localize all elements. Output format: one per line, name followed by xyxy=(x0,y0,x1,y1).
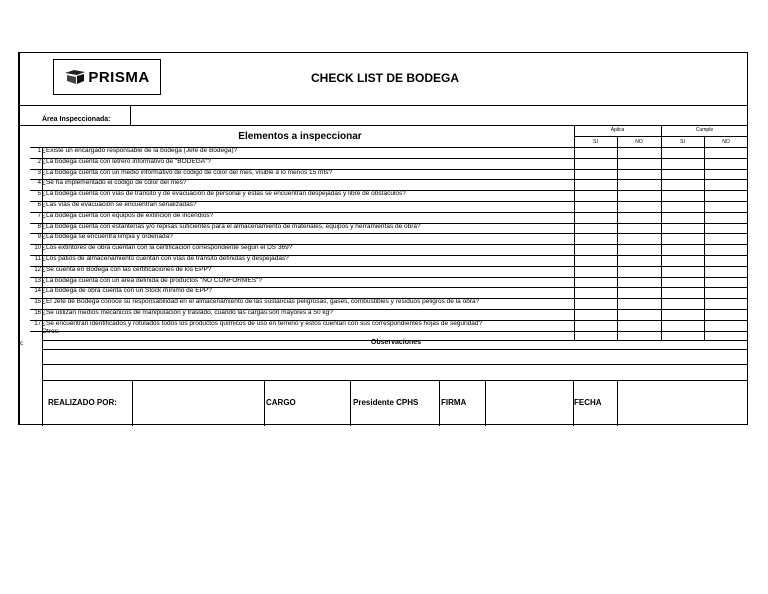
row-number: 2 xyxy=(37,158,41,165)
cumple-si-cell[interactable] xyxy=(662,244,704,255)
checklist-row xyxy=(20,190,748,201)
aplica-no-cell[interactable] xyxy=(618,309,661,320)
cumple-no-cell[interactable] xyxy=(705,255,748,266)
aplica-no-cell[interactable] xyxy=(618,266,661,277)
aplica-si-cell[interactable] xyxy=(575,201,617,212)
row-question: ¿Existe un encargado responsable de la bodega (Jefe de Bodega)? xyxy=(42,147,238,154)
checklist-row xyxy=(20,147,748,158)
row-question: ¿La bodega cuenta con un área definida de productos "NO CONFORMES"? xyxy=(42,276,262,284)
aplica-si-cell[interactable] xyxy=(575,266,617,277)
aplica-header: Aplica xyxy=(610,127,625,133)
aplica-no-cell[interactable] xyxy=(618,277,661,288)
row-number: 1 xyxy=(37,148,41,154)
cumple-si-cell[interactable] xyxy=(662,233,704,244)
aplica-si-cell[interactable] xyxy=(575,244,617,255)
checklist-row xyxy=(20,266,748,277)
row-number: 11 xyxy=(34,256,41,262)
cumple-si-cell[interactable] xyxy=(662,201,704,212)
checklist-row xyxy=(20,212,748,223)
cumple-si-cell[interactable] xyxy=(662,287,704,298)
cumple-si-cell[interactable] xyxy=(662,147,704,158)
cumple-si-header: SI xyxy=(680,139,685,145)
cumple-si-cell[interactable] xyxy=(662,179,704,190)
aplica-si-cell[interactable] xyxy=(575,212,617,223)
aplica-si-cell[interactable] xyxy=(575,320,617,331)
cumple-no-cell[interactable] xyxy=(705,147,748,158)
checklist-row xyxy=(20,233,748,244)
row-number: 17 xyxy=(34,320,41,327)
checklist-row xyxy=(20,179,748,190)
cumple-si-cell[interactable] xyxy=(662,212,704,223)
cumple-no-cell[interactable] xyxy=(705,201,748,212)
row-question: ¿Se utilizan medios mecánicos de manipulación y traslado, cuando las cargas son mayores a 50 kg? xyxy=(42,309,333,316)
row-question: ¿La bodega se encuentra limpia y ordenada? xyxy=(42,233,173,241)
row-number: 12 xyxy=(34,266,41,273)
cumple-si-cell[interactable] xyxy=(662,190,704,201)
row-number: 5 xyxy=(37,191,41,198)
aplica-si-header: SI xyxy=(593,139,598,145)
cumple-si-cell[interactable] xyxy=(662,158,704,169)
aplica-no-cell[interactable] xyxy=(618,147,661,158)
row-question: ¿Se ha implementado el código de color del mes? xyxy=(42,179,187,187)
aplica-si-cell[interactable] xyxy=(575,298,617,309)
logo-text: PRISMA xyxy=(88,68,150,86)
aplica-si-cell[interactable] xyxy=(575,190,617,201)
aplica-si-cell[interactable] xyxy=(575,158,617,169)
row-number: 13 xyxy=(34,277,41,284)
cumple-si-cell[interactable] xyxy=(662,266,704,277)
cumple-header: Cumple xyxy=(695,127,714,133)
aplica-si-cell[interactable] xyxy=(575,277,617,288)
aplica-no-cell[interactable] xyxy=(618,169,661,180)
cumple-no-cell[interactable] xyxy=(705,158,748,169)
aplica-no-cell[interactable] xyxy=(618,223,661,234)
aplica-no-cell[interactable] xyxy=(618,212,661,223)
aplica-no-cell[interactable] xyxy=(618,320,661,331)
elements-header: Elementos a inspeccionar xyxy=(238,131,362,142)
checklist-row xyxy=(20,158,748,169)
row-question: ¿Las vías de evacuación se encuentran señalizadas? xyxy=(42,201,197,208)
checklist-row xyxy=(20,309,748,320)
cumple-no-cell[interactable] xyxy=(705,287,748,298)
cumple-no-cell[interactable] xyxy=(705,244,748,255)
cumple-si-cell[interactable] xyxy=(662,320,704,331)
observaciones-label: Observaciones xyxy=(370,339,422,346)
aplica-no-cell[interactable] xyxy=(618,298,661,309)
prisma-logo-icon xyxy=(64,69,86,85)
row-number: 14 xyxy=(34,288,41,295)
row-number: 8 xyxy=(37,223,41,230)
aplica-si-cell[interactable] xyxy=(575,169,617,180)
row-question: ¿La bodega cuenta con un medio informativo de código de color del mes, visible a lo menos 15 mts? xyxy=(42,168,333,176)
cumple-no-cell[interactable] xyxy=(705,223,748,234)
realizado-por-label: REALIZADO POR: xyxy=(48,398,117,407)
row-number: 7 xyxy=(37,212,41,219)
checklist-row xyxy=(20,255,748,266)
row-question: ¿Los extintores de obra cuentan con la certificación correspondiente según el DS 369? xyxy=(42,244,293,252)
row-question: ¿Se cuenta en Bodega con las certificaciones de los EPP? xyxy=(42,265,212,273)
cargo-label: CARGO xyxy=(266,398,296,407)
row-question: ¿Se encuentran identificados y rotulados todos los productos químicos de uso en terreno y estos cuentan con sus correspondientes hojas de seguridad? xyxy=(42,319,483,327)
cumple-no-cell[interactable] xyxy=(705,320,748,331)
aplica-no-header: NO xyxy=(635,139,643,145)
checklist-row xyxy=(20,223,748,234)
cumple-no-header: NO xyxy=(722,139,730,145)
cumple-no-cell[interactable] xyxy=(705,212,748,223)
row-question: ¿La bodega cuenta con vías de tránsito y de evacuación de personal y estas se encuentran despejadas y libre de obstáculos? xyxy=(42,190,406,198)
row-question: ¿La bodega cuenta con letrero informativo de "BODEGA"? xyxy=(42,157,212,165)
row-number: 4 xyxy=(37,180,41,187)
row-number: 16 xyxy=(34,310,41,316)
checklist-row xyxy=(20,169,748,180)
row-question: ¿El Jefe de Bodega conoce su responsabilidad en el almacenamiento de las sustancias peligrosas, gases, combustibles y residuos peligros de la obra? xyxy=(42,298,480,306)
row-number: 10 xyxy=(34,245,41,252)
aplica-no-cell[interactable] xyxy=(618,287,661,298)
checklist-sheet xyxy=(18,52,748,425)
aplica-si-cell[interactable] xyxy=(575,223,617,234)
cumple-no-cell[interactable] xyxy=(705,309,748,320)
cumple-no-cell[interactable] xyxy=(705,179,748,190)
row-number: 9 xyxy=(37,234,41,241)
area-inspeccionada-label: Área Inspeccionada: xyxy=(42,116,111,123)
cumple-no-cell[interactable] xyxy=(705,169,748,180)
checklist-row xyxy=(20,201,748,212)
cumple-no-cell[interactable] xyxy=(705,277,748,288)
aplica-no-cell[interactable] xyxy=(618,233,661,244)
otros-label: Otros: xyxy=(42,328,60,335)
cumple-si-cell[interactable] xyxy=(662,298,704,309)
aplica-si-cell[interactable] xyxy=(575,147,617,158)
fecha-label: FECHA xyxy=(574,398,602,407)
aplica-si-cell[interactable] xyxy=(575,255,617,266)
checklist-row xyxy=(20,287,748,298)
aplica-si-cell[interactable] xyxy=(575,309,617,320)
row-number: 15 xyxy=(34,299,41,306)
checklist-row xyxy=(20,298,748,309)
row-question: ¿La bodega cuenta con estanterías y/o repisas suficientes para el almacenamiento de materiales, equipos y herramientas de obra? xyxy=(42,222,421,230)
cumple-si-cell[interactable] xyxy=(662,255,704,266)
cumple-si-cell[interactable] xyxy=(662,223,704,234)
row-number: 6 xyxy=(37,202,41,208)
checklist-row xyxy=(20,320,748,331)
aplica-no-cell[interactable] xyxy=(618,244,661,255)
row-number: 3 xyxy=(37,169,41,176)
cumple-no-cell[interactable] xyxy=(705,298,748,309)
presidente-cphs-label: Presidente CPHS xyxy=(353,398,419,407)
cumple-no-cell[interactable] xyxy=(705,266,748,277)
page-title: CHECK LIST DE BODEGA xyxy=(310,71,459,85)
row-question: ¿La bodega de obra cuenta con un Stock mínimo de EPP? xyxy=(42,287,212,295)
aplica-si-cell[interactable] xyxy=(575,179,617,190)
cumple-si-cell[interactable] xyxy=(662,169,704,180)
aplica-no-cell[interactable] xyxy=(618,179,661,190)
cumple-si-cell[interactable] xyxy=(662,277,704,288)
cumple-si-cell[interactable] xyxy=(662,309,704,320)
checklist-row xyxy=(20,277,748,288)
row-question: ¿Los patios de almacenamiento cuentan con vías de tránsito definidas y despejadas? xyxy=(42,255,289,262)
aplica-no-cell[interactable] xyxy=(618,255,661,266)
cumple-no-cell[interactable] xyxy=(705,233,748,244)
checklist-row xyxy=(20,244,748,255)
aplica-si-cell[interactable] xyxy=(575,287,617,298)
aplica-si-cell[interactable] xyxy=(575,233,617,244)
prisma-logo xyxy=(53,59,161,95)
firma-label: FIRMA xyxy=(441,398,467,407)
row-question: ¿La bodega cuenta con equipos de extinción de incendios? xyxy=(42,211,214,219)
aplica-no-cell[interactable] xyxy=(618,201,661,212)
c-mark: c xyxy=(20,341,23,347)
cumple-no-cell[interactable] xyxy=(705,190,748,201)
aplica-no-cell[interactable] xyxy=(618,158,661,169)
aplica-no-cell[interactable] xyxy=(618,190,661,201)
